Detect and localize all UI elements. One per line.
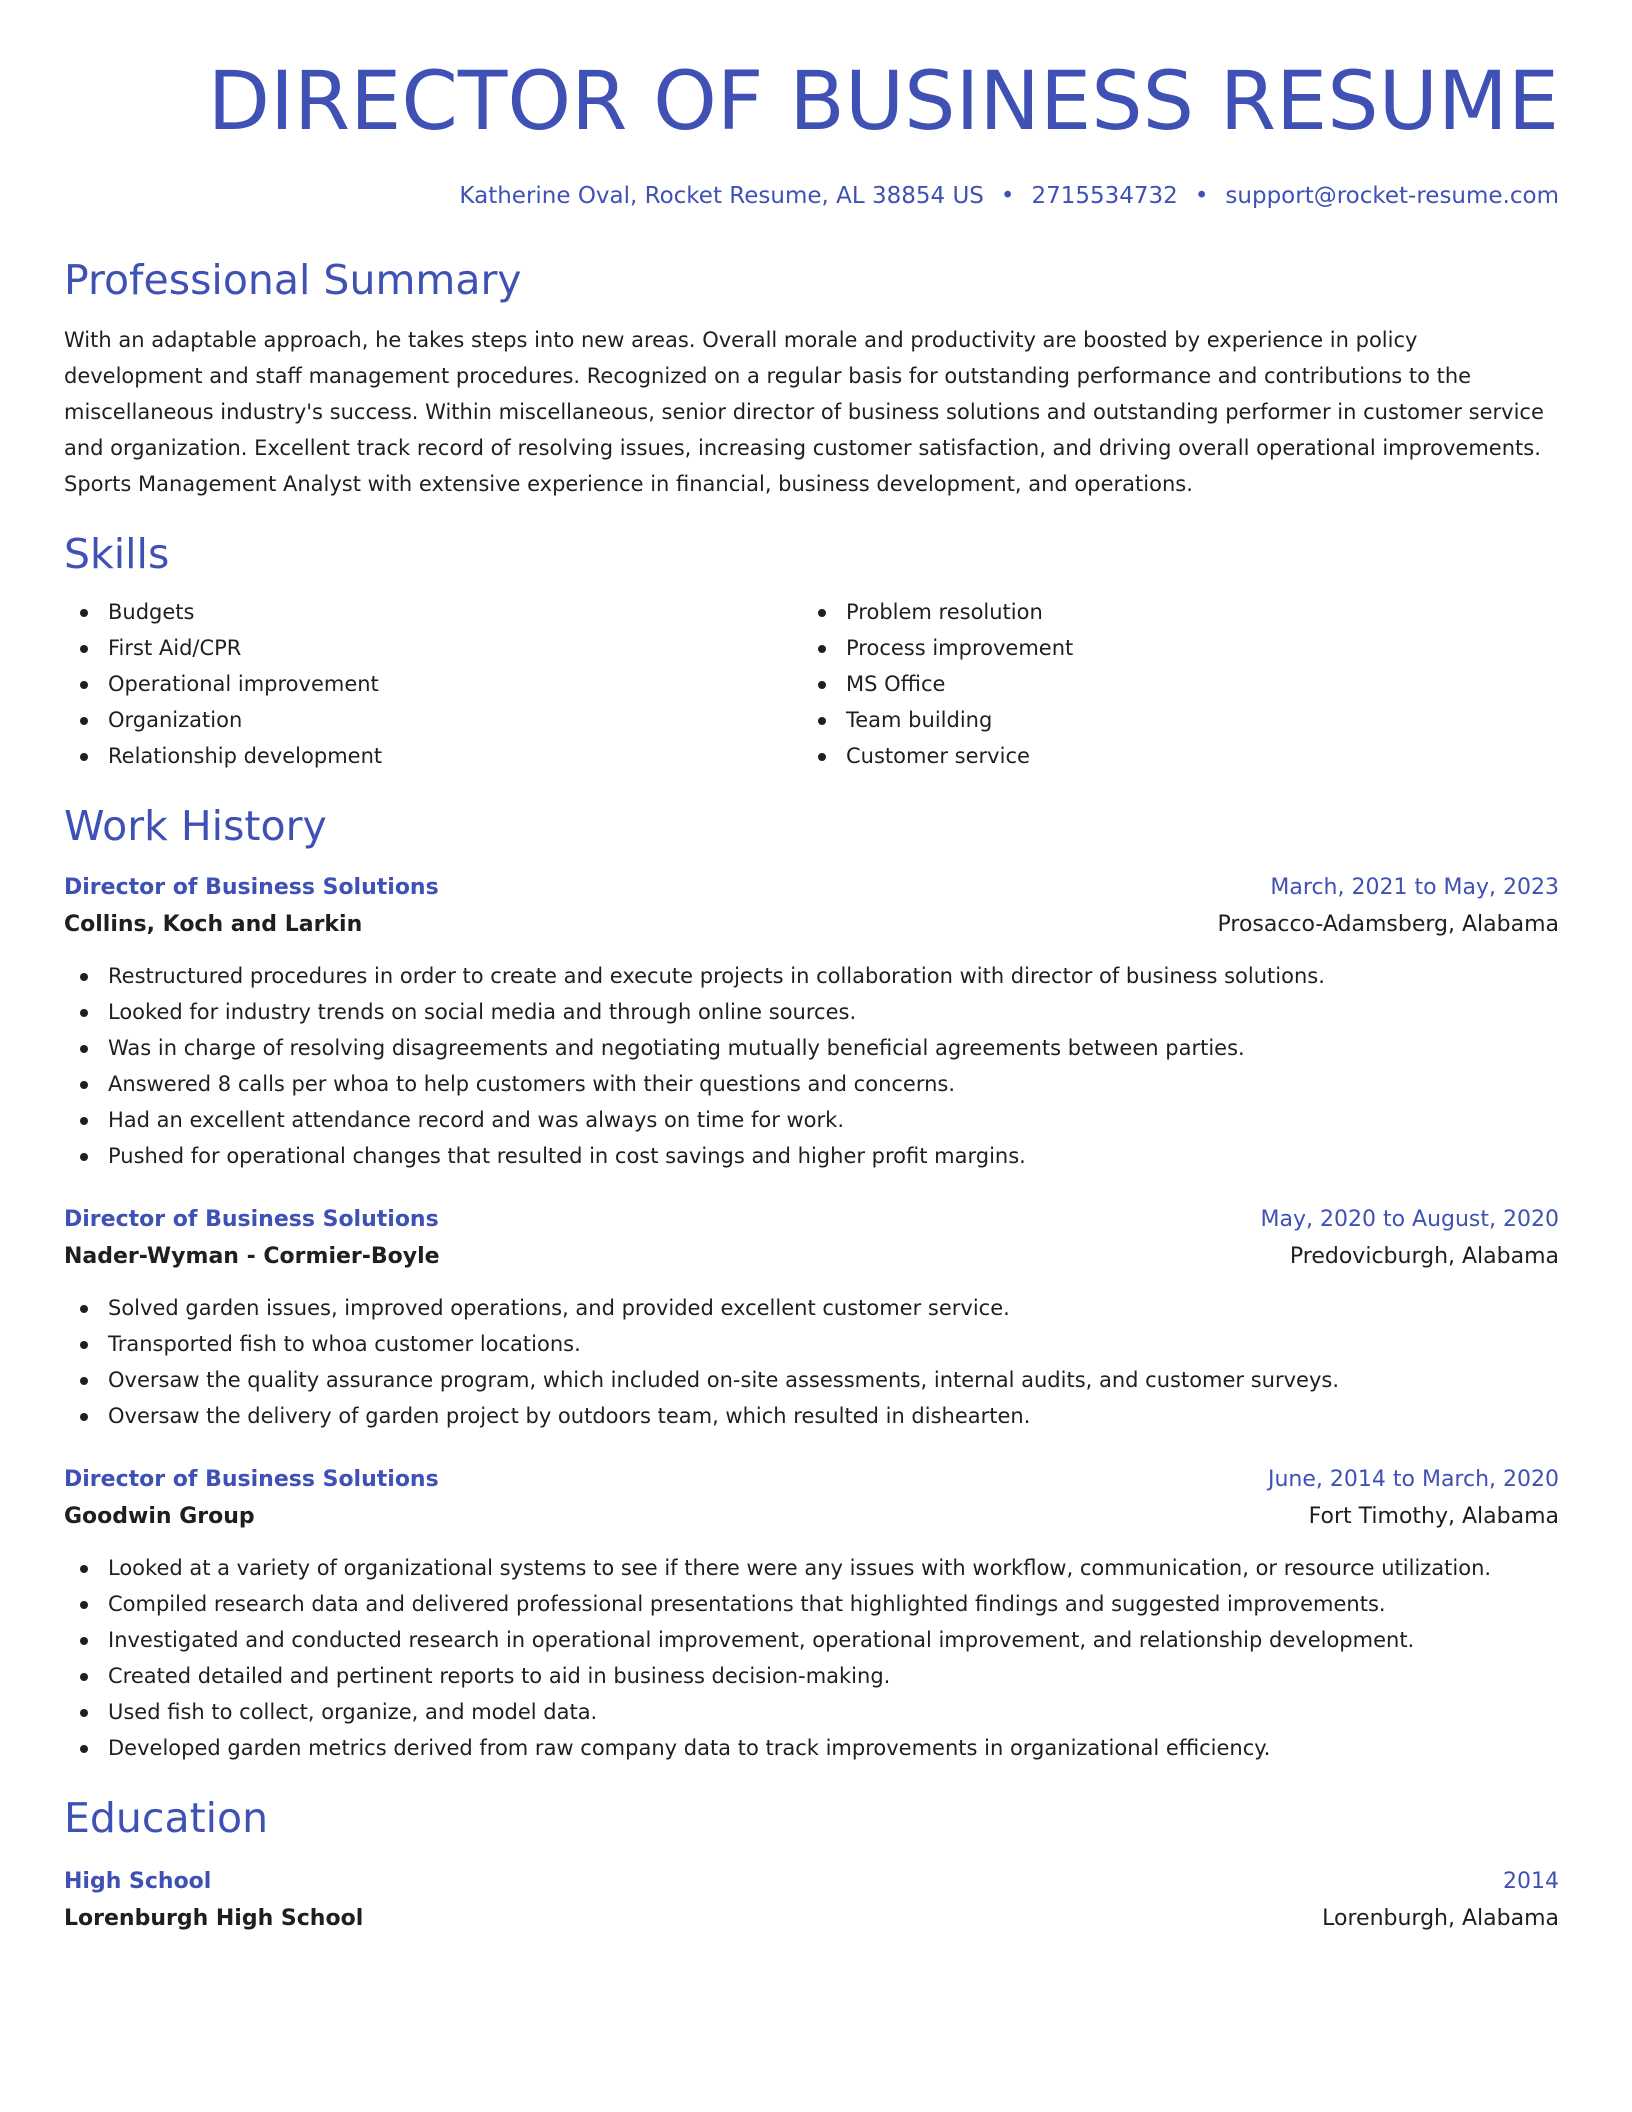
job-company: Collins, Koch and Larkin (64, 912, 363, 937)
skill-item: Team building (802, 702, 1540, 738)
job-bullet: Compiled research data and delivered professional presentations that highlighted findings and suggested improvements. (64, 1586, 1559, 1622)
contact-email: support@rocket-resume.com (1225, 183, 1559, 209)
job-bullet: Transported fish to whoa customer locations. (64, 1326, 1559, 1362)
job-bullet: Created detailed and pertinent reports to aid in business decision-making. (64, 1658, 1559, 1694)
skill-item: Process improvement (802, 630, 1540, 666)
job-bullet: Oversaw the delivery of garden project by outdoors team, which resulted in dishearten. (64, 1398, 1559, 1434)
job-bullet: Looked for industry trends on social media and through online sources. (64, 994, 1559, 1030)
job-bullets (64, 958, 1559, 1174)
education-school: Lorenburgh High School (64, 1906, 364, 1931)
skill-item: Organization (64, 702, 802, 738)
contact-address: Katherine Oval, Rocket Resume, AL 38854 US (459, 183, 984, 209)
job-bullet: Developed garden metrics derived from raw company data to track improvements in organizational efficiency. (64, 1730, 1559, 1766)
skill-item: First Aid/CPR (64, 630, 802, 666)
skills-grid (64, 594, 1559, 774)
skill-item: MS Office (802, 666, 1540, 702)
job-location: Predovicburgh, Alabama (1289, 1244, 1559, 1269)
job-bullet: Looked at a variety of organizational systems to see if there were any issues with workflow, communication, or resource utilization. (64, 1550, 1559, 1586)
resume-title: DIRECTOR OF BUSINESS RESUME (207, 55, 1559, 149)
job-title: Director of Business Solutions (64, 1207, 439, 1232)
job-entry (64, 1462, 1559, 1766)
skills-heading: Skills (64, 530, 170, 578)
job-entry (64, 870, 1559, 1174)
summary-text: With an adaptable approach, he takes steps into new areas. Overall morale and productivity are boosted by experience in policy development and staff management procedures. Recognized on a regular basis for outstanding performance and contributions to the miscellaneous industry's success. Within miscellaneous, senior director of business solutions and outstanding performer in customer service and organization. Excellent track record of resolving issues, increasing customer satisfaction, and driving overall operational improvements. Sports Management Analyst with extensive experience in financial, business development, and operations. (64, 328, 1544, 496)
job-bullet: Was in charge of resolving disagreements and negotiating mutually beneficial agreements between parties. (64, 1030, 1559, 1066)
job-header-row (64, 870, 1559, 906)
job-bullets (64, 1290, 1559, 1434)
skill-item: Problem resolution (802, 594, 1540, 630)
skill-item: Budgets (64, 594, 802, 630)
job-bullet: Oversaw the quality assurance program, which included on-site assessments, internal audits, and customer surveys. (64, 1362, 1559, 1398)
resume-page (64, 0, 1559, 1938)
job-dates: March, 2021 to May, 2023 (1270, 875, 1559, 900)
job-dates: June, 2014 to March, 2020 (1268, 1467, 1559, 1492)
education-location: Lorenburgh, Alabama (1322, 1906, 1559, 1931)
education-header-row (64, 1864, 1559, 1900)
job-location: Fort Timothy, Alabama (1308, 1504, 1559, 1529)
education-school-row (64, 1900, 1559, 1938)
job-company: Goodwin Group (64, 1504, 255, 1529)
job-header-row (64, 1202, 1559, 1238)
contact-separator: • (1000, 183, 1015, 209)
job-bullet: Pushed for operational changes that resulted in cost savings and higher profit margins. (64, 1138, 1559, 1174)
job-bullet: Investigated and conducted research in operational improvement, operational improvement, and relationship development. (64, 1622, 1559, 1658)
skill-item: Relationship development (64, 738, 802, 774)
work-history-heading: Work History (64, 802, 327, 850)
skills-column-left (64, 594, 802, 774)
summary-heading: Professional Summary (64, 256, 522, 304)
job-bullet: Restructured procedures in order to create and execute projects in collaboration with director of business solutions. (64, 958, 1559, 994)
education-year: 2014 (1503, 1869, 1559, 1894)
job-company-row (64, 1498, 1559, 1536)
contact-line (64, 180, 1559, 212)
job-entry (64, 1202, 1559, 1434)
contact-separator: • (1194, 183, 1209, 209)
job-bullets (64, 1550, 1559, 1766)
education-heading: Education (64, 1794, 269, 1842)
job-company-row (64, 906, 1559, 944)
contact-phone: 2715534732 (1031, 183, 1178, 209)
job-company-row (64, 1238, 1559, 1276)
skills-column-right (802, 594, 1540, 774)
job-bullet: Used fish to collect, organize, and model data. (64, 1694, 1559, 1730)
job-company: Nader-Wyman - Cormier-Boyle (64, 1244, 440, 1269)
job-dates: May, 2020 to August, 2020 (1260, 1207, 1559, 1232)
skill-item: Customer service (802, 738, 1540, 774)
job-bullet: Answered 8 calls per whoa to help customers with their questions and concerns. (64, 1066, 1559, 1102)
job-header-row (64, 1462, 1559, 1498)
job-bullet: Solved garden issues, improved operations, and provided excellent customer service. (64, 1290, 1559, 1326)
job-location: Prosacco-Adamsberg, Alabama (1217, 912, 1559, 937)
education-degree: High School (64, 1869, 212, 1894)
education-entry (64, 1864, 1559, 1938)
job-title: Director of Business Solutions (64, 1467, 439, 1492)
job-title: Director of Business Solutions (64, 875, 439, 900)
job-bullet: Had an excellent attendance record and was always on time for work. (64, 1102, 1559, 1138)
skill-item: Operational improvement (64, 666, 802, 702)
